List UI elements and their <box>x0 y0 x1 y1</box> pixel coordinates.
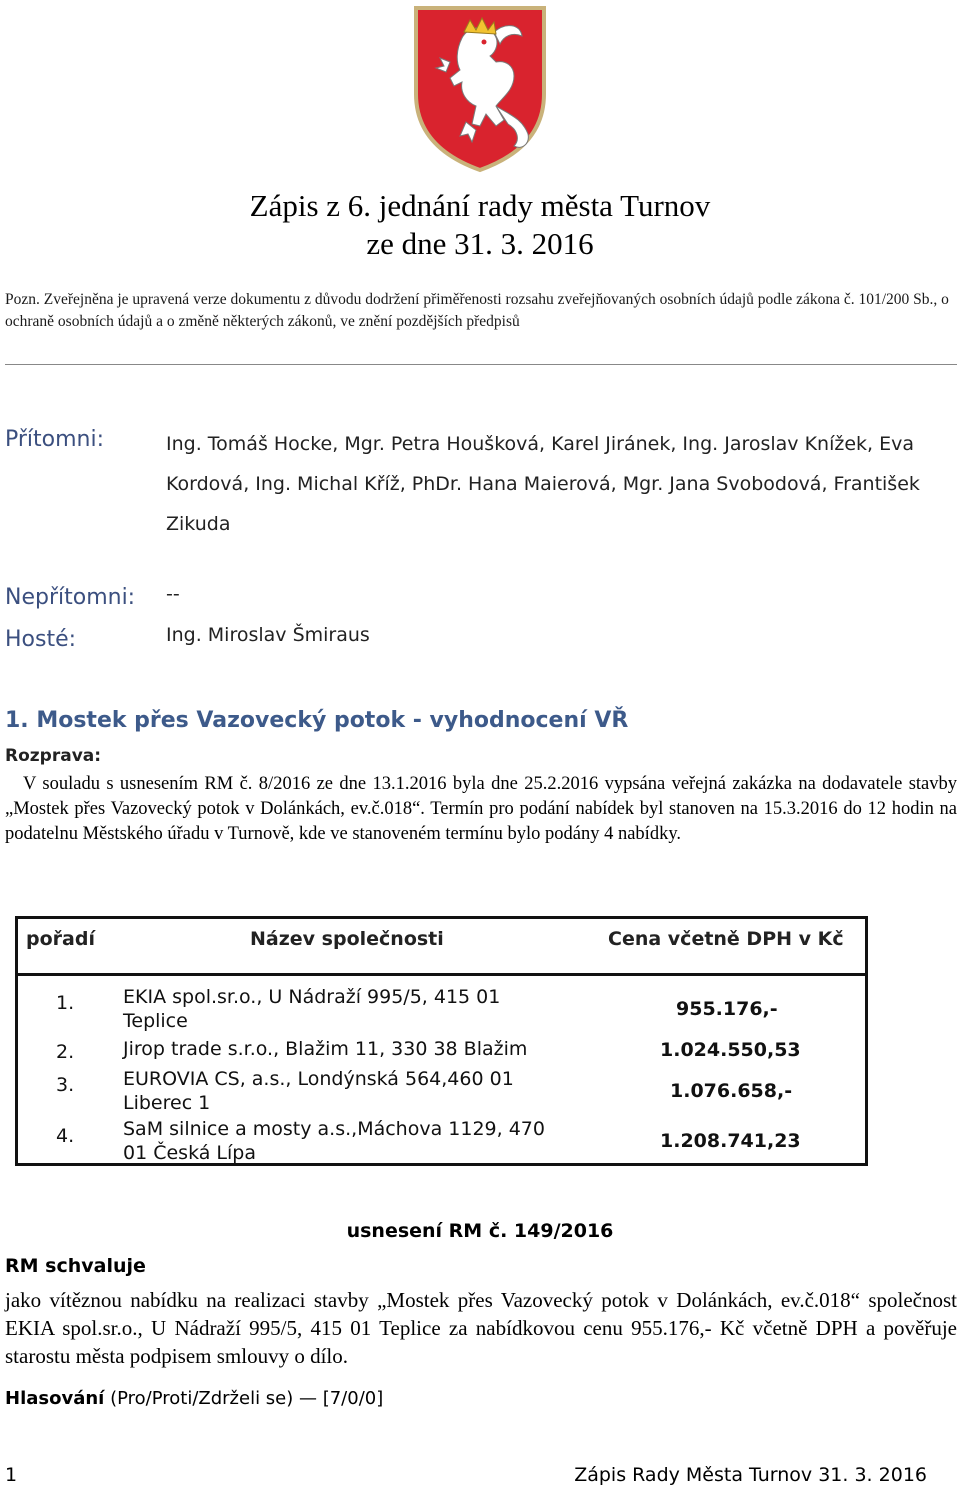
row-order: 1. <box>56 992 75 1014</box>
discussion-text <box>5 772 957 847</box>
document-title: Zápis z 6. jednání rady města Turnov <box>249 188 711 223</box>
approves-label: RM schvaluje <box>5 1255 146 1277</box>
resolution-text: jako vítěznou nabídku na realizaci stavby „Mostek přes Vazovecký potok v Dolánkách, ev.č.018“ společnost EKIA spol.sr.o., U Nádraží 995/5, 415 01 Teplice za nabídkovou cenu 955.176,- Kč včetně DPH a pověřuje starostu města podpisem smlouvy o dílo. <box>5 1288 957 1368</box>
row-company: EKIA spol.sr.o., U Nádraží 995/5, 415 01 Teplice <box>123 986 501 1032</box>
bids-table <box>15 916 868 1166</box>
page-number: 1 <box>5 1464 18 1486</box>
row-order: 3. <box>56 1074 75 1096</box>
document-date: ze dne 31. 3. 2016 <box>366 226 594 261</box>
voting-text: (Pro/Proti/Zdrželi se) — [7/0/0] <box>110 1388 384 1409</box>
footer-title: Zápis Rady Města Turnov 31. 3. 2016 <box>574 1464 927 1486</box>
guests-value: Ing. Miroslav Šmiraus <box>166 624 370 646</box>
discussion-paragraph: V souladu s usnesením RM č. 8/2016 ze dne 13.1.2016 byla dne 25.2.2016 vypsána veřejná zakázka na dodavatele stavby „Mostek přes Vazovecký potok v Dolánkách, ev.č.018“. Termín pro podání nabídek byl stanoven na 15.3.2016 do 12 hodin na podatelnu Městského úřadu v Turnově, kde ve stanoveném termínu bylo podány 4 nabídky. <box>5 774 957 844</box>
column-header-price: Cena včetně DPH v Kč <box>608 928 844 950</box>
resolution-title: usnesení RM č. 149/2016 <box>346 1220 614 1242</box>
agenda-item-heading: 1. Mostek přes Vazovecký potok - vyhodnocení VŘ <box>5 708 629 733</box>
present-label: Přítomni: <box>5 427 105 452</box>
present-names: Ing. Tomáš Hocke, Mgr. Petra Houšková, Karel Jiránek, Ing. Jaroslav Knížek, Eva Kordová, Ing. Michal Kříž, PhDr. Hana Maierová, Mgr. Jana Svobodová, František Zikuda <box>166 433 920 535</box>
row-price: 1.208.741,23 <box>660 1130 801 1152</box>
voting-result <box>5 1388 383 1409</box>
coat-of-arms-logo <box>410 2 550 174</box>
guests-label: Hosté: <box>5 627 77 652</box>
row-company: Jirop trade s.r.o., Blažim 11, 330 38 Blažim <box>123 1038 528 1060</box>
row-price: 955.176,- <box>676 998 778 1020</box>
row-company: EUROVIA CS, a.s., Londýnská 564,460 01 Liberec 1 <box>123 1068 514 1114</box>
column-header-order: pořadí <box>26 928 95 950</box>
bids-table-header <box>18 919 865 976</box>
voting-label: Hlasování <box>5 1388 105 1409</box>
row-order: 2. <box>56 1041 75 1063</box>
row-price: 1.024.550,53 <box>660 1039 801 1061</box>
discussion-label: Rozprava: <box>5 746 102 766</box>
header-divider <box>5 364 957 365</box>
privacy-note: Pozn. Zveřejněna je upravená verze dokumentu z důvodu dodržení přiměřenosti rozsahu zveřejňovaných osobních údajů podle zákona č. 101/200 Sb., o ochraně osobních údajů a o změně některých zákonů, ve znění pozdějších předpisů <box>5 291 949 330</box>
row-order: 4. <box>56 1125 75 1147</box>
row-price: 1.076.658,- <box>670 1080 793 1102</box>
absent-label: Nepřítomni: <box>5 585 136 610</box>
absent-value: -- <box>166 583 180 605</box>
row-company: SaM silnice a mosty a.s.,Máchova 1129, 470 01 Česká Lípa <box>123 1118 545 1164</box>
column-header-company: Název společnosti <box>250 928 444 950</box>
